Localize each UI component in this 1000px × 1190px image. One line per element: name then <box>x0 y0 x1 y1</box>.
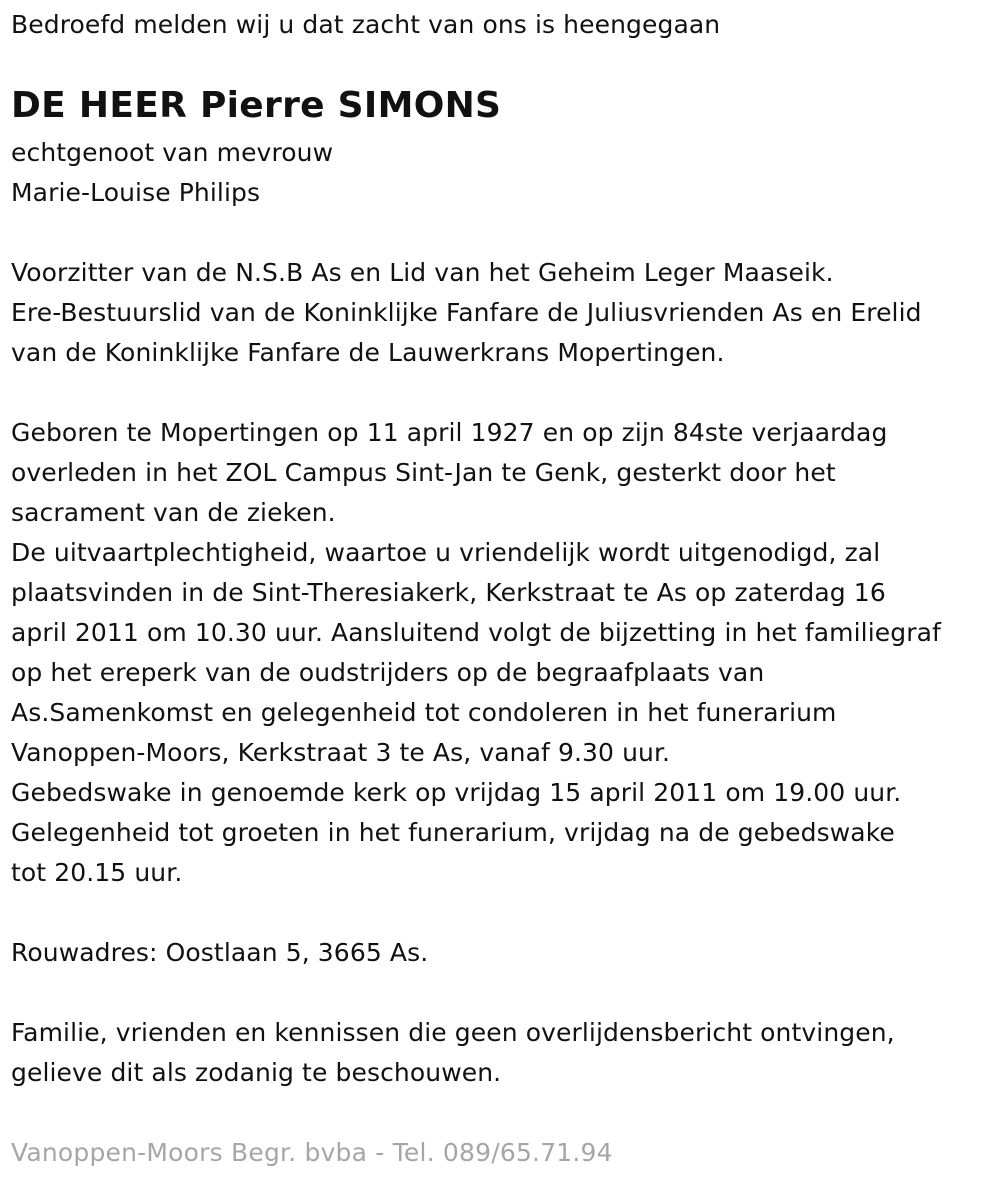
roles-line: Voorzitter van de N.S.B As en Lid van het Geheim Leger Maaseik. <box>11 258 834 287</box>
details-line: overleden in het ZOL Campus Sint-Jan te Genk, gesterkt door het <box>11 458 836 487</box>
deceased-name: DE HEER Pierre SIMONS <box>11 85 502 126</box>
details-line: Gebedswake in genoemde kerk op vrijdag 15 april 2011 om 19.00 uur. <box>11 778 902 807</box>
roles-line: Ere-Bestuurslid van de Koninklijke Fanfare de Juliusvrienden As en Erelid <box>11 298 922 327</box>
details-line: plaatsvinden in de Sint-Theresiakerk, Kerkstraat te As op zaterdag 16 <box>11 578 886 607</box>
roles-block <box>11 253 922 373</box>
spouse-block <box>11 133 333 213</box>
details-line: sacrament van de zieken. <box>11 498 336 527</box>
closing-line: gelieve dit als zodanig te beschouwen. <box>11 1058 502 1087</box>
details-line: april 2011 om 10.30 uur. Aansluitend volgt de bijzetting in het familiegraf <box>11 618 941 647</box>
details-line: op het ereperk van de oudstrijders op de begraafplaats van <box>11 658 765 687</box>
mourning-address: Rouwadres: Oostlaan 5, 3665 As. <box>11 938 429 967</box>
roles-line: van de Koninklijke Fanfare de Lauwerkrans Mopertingen. <box>11 338 725 367</box>
details-line: tot 20.15 uur. <box>11 858 183 887</box>
details-block <box>11 413 941 893</box>
details-line: Vanoppen-Moors, Kerkstraat 3 te As, vanaf 9.30 uur. <box>11 738 671 767</box>
spouse-line: echtgenoot van mevrouw <box>11 138 334 167</box>
spouse-line: Marie-Louise Philips <box>11 178 261 207</box>
details-line: De uitvaartplechtigheid, waartoe u vriendelijk wordt uitgenodigd, zal <box>11 538 881 567</box>
closing-block <box>11 1013 895 1093</box>
intro-text: Bedroefd melden wij u dat zacht van ons is heengegaan <box>11 10 721 39</box>
funeral-home-footer: Vanoppen-Moors Begr. bvba - Tel. 089/65.71.94 <box>11 1138 613 1167</box>
closing-line: Familie, vrienden en kennissen die geen overlijdensbericht ontvingen, <box>11 1018 895 1047</box>
address-block <box>11 933 428 973</box>
details-line: Geboren te Mopertingen op 11 april 1927 en op zijn 84ste verjaardag <box>11 418 888 447</box>
details-line: As.Samenkomst en gelegenheid tot condoleren in het funerarium <box>11 698 837 727</box>
details-line: Gelegenheid tot groeten in het funerarium, vrijdag na de gebedswake <box>11 818 895 847</box>
